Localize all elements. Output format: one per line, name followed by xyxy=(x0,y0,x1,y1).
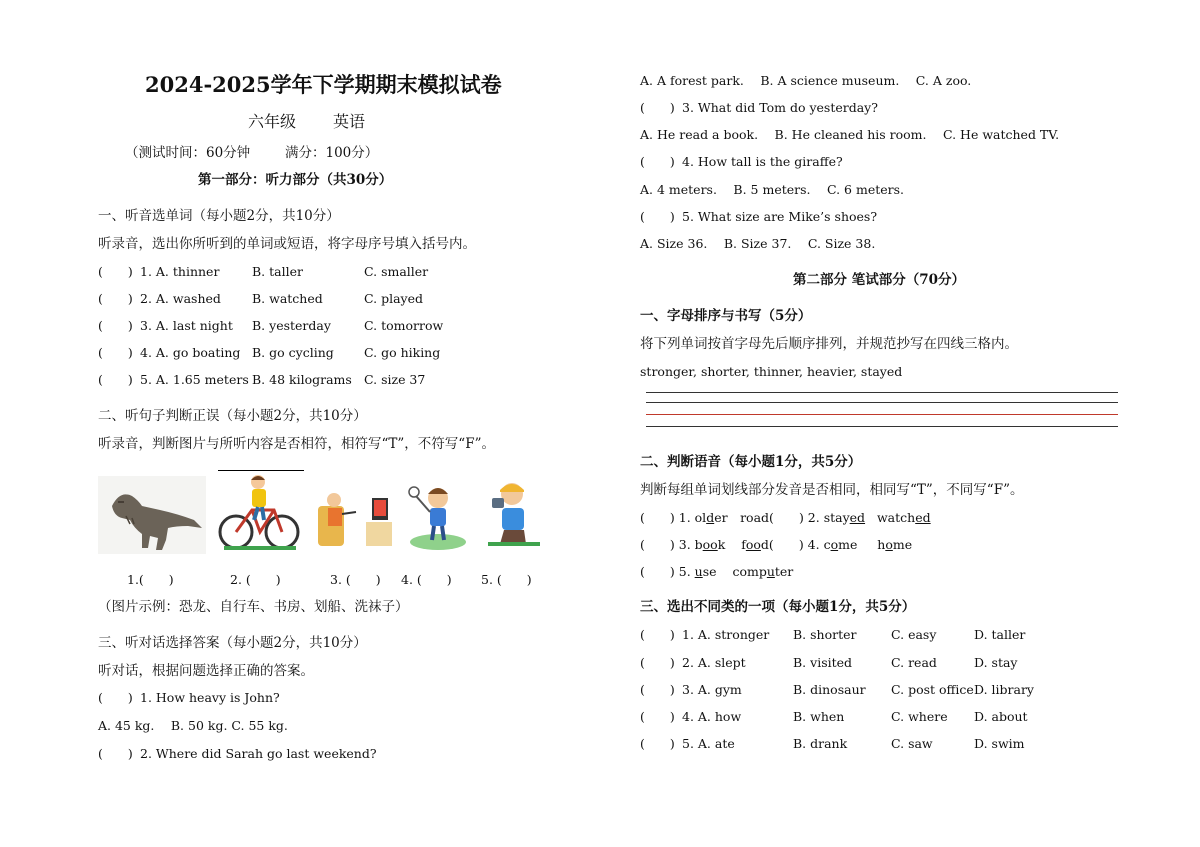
phonics-row-1: ( ) 1. older road( ) 2. stayed watched xyxy=(640,510,931,525)
list-item: B. taller xyxy=(252,264,303,279)
list-item: B. go cycling xyxy=(252,345,334,360)
picture-label-1[interactable]: 1.( ) xyxy=(127,572,174,587)
phonics-row-3: ( ) 5. use computer xyxy=(640,564,794,579)
list-item: C. played xyxy=(364,291,423,306)
question-3-options: A. He read a book. B. He cleaned his room. C. He watched TV. xyxy=(640,127,1060,142)
grade-label: 六年级 xyxy=(248,112,297,131)
list-item: D. stay xyxy=(974,655,1018,670)
underlined-part: o xyxy=(830,537,839,552)
question-2: 2. Where did Sarah go last weekend? xyxy=(140,746,377,761)
list-item: C. easy xyxy=(891,627,937,642)
list-item: B. visited xyxy=(793,655,853,670)
list-item: C. read xyxy=(891,655,937,670)
list-item: 1. A. stronger xyxy=(682,627,770,642)
question-4: 4. How tall is the giraffe? xyxy=(682,154,843,169)
list-item: C. post office xyxy=(891,682,974,697)
underlined-part: d xyxy=(706,510,715,525)
question-5: 5. What size are Mike’s shoes? xyxy=(682,209,878,224)
list-item: D. library xyxy=(974,682,1034,697)
answer-bracket[interactable]: ( ) xyxy=(640,655,675,670)
list-item: D. swim xyxy=(974,736,1025,751)
underlined-part: oo xyxy=(702,537,718,552)
part2-s1-instruction: 将下列单词按首字母先后顺序排列，并规范抄写在四线三格内。 xyxy=(640,336,1018,352)
part1-s2-heading: 二、听句子判断正误（每小题2分，共10分） xyxy=(98,408,367,424)
answer-bracket[interactable]: ( ) xyxy=(640,537,675,552)
list-item: C. saw xyxy=(891,736,933,751)
list-item: 4. A. go boating xyxy=(140,345,241,360)
answer-bracket[interactable]: ( ) xyxy=(640,736,675,751)
part1-s2-instruction: 听录音，判断图片与所听内容是否相符，相符写“T”，不符写“F”。 xyxy=(98,436,495,452)
list-item: 3. A. last night xyxy=(140,318,233,333)
list-item: B. watched xyxy=(252,291,323,306)
list-item: 2. A. washed xyxy=(140,291,221,306)
list-item: B. dinosaur xyxy=(793,682,866,697)
answer-bracket[interactable]: ( ) xyxy=(640,510,675,525)
phonics-row-2: ( ) 3. book food( ) 4. come home xyxy=(640,537,913,552)
list-item: 5. A. ate xyxy=(682,736,735,751)
washing-picture xyxy=(486,480,542,548)
underlined-part: u xyxy=(766,564,775,579)
bicycle-picture xyxy=(218,474,302,552)
list-item: 3. A. gym xyxy=(682,682,742,697)
word-list: stronger, shorter, thinner, heavier, stayed xyxy=(640,364,903,379)
list-item: B. when xyxy=(793,709,845,724)
full-score: 满分：100分） xyxy=(285,145,379,161)
study-room-picture xyxy=(318,488,392,550)
answer-bracket[interactable]: ( ) xyxy=(640,627,675,642)
answer-bracket[interactable]: ( ) xyxy=(640,682,675,697)
question-1-options: A. 45 kg. B. 50 kg. C. 55 kg. xyxy=(98,718,288,733)
answer-bracket[interactable]: ( ) xyxy=(640,209,675,224)
exam-time: （测试时间：60分钟 xyxy=(125,145,251,161)
part1-s3-heading: 三、听对话选择答案（每小题2分，共10分） xyxy=(98,635,367,651)
question-3: 3. What did Tom do yesterday? xyxy=(682,100,878,115)
underlined-part: u xyxy=(694,564,703,579)
divider-line xyxy=(218,470,304,471)
answer-bracket[interactable]: ( ) xyxy=(640,154,675,169)
answer-bracket[interactable]: ( ) xyxy=(98,746,133,761)
list-item: D. taller xyxy=(974,627,1026,642)
part1-s1-heading: 一、听音选单词（每小题2分，共10分） xyxy=(98,208,340,224)
list-item: 1. A. thinner xyxy=(140,264,220,279)
picture-label-4[interactable]: 4. ( ) xyxy=(401,572,452,587)
underlined-part: ed xyxy=(849,510,866,525)
underlined-part: oo xyxy=(745,537,761,552)
picture-label-2[interactable]: 2. ( ) xyxy=(230,572,281,587)
answer-bracket[interactable]: ( ) xyxy=(98,291,133,306)
answer-bracket[interactable]: ( ) xyxy=(98,264,133,279)
dinosaur-picture xyxy=(98,476,206,554)
list-item: 4. A. how xyxy=(682,709,742,724)
part1-s1-instruction: 听录音，选出你所听到的单词或短语，将字母序号填入括号内。 xyxy=(98,236,476,252)
list-item: 5. A. 1.65 meters xyxy=(140,372,249,387)
part2-s3-heading: 三、选出不同类的一项（每小题1分，共5分） xyxy=(640,599,916,615)
part1-s3-instruction: 听对话，根据问题选择正确的答案。 xyxy=(98,663,314,679)
list-item: B. 48 kilograms xyxy=(252,372,352,387)
answer-bracket[interactable]: ( ) xyxy=(98,318,133,333)
question-2-options: A. A forest park. B. A science museum. C. A zoo. xyxy=(640,73,972,88)
subject-label: 英语 xyxy=(333,112,366,131)
list-item: C. tomorrow xyxy=(364,318,444,333)
list-item: C. go hiking xyxy=(364,345,441,360)
boating-picture xyxy=(408,480,468,552)
picture-note: （图片示例：恐龙、自行车、书房、划船、洗袜子） xyxy=(98,599,409,615)
list-item: C. size 37 xyxy=(364,372,426,387)
part2-s2-instruction: 判断每组单词划线部分发音是否相同，相同写“T”，不同写“F”。 xyxy=(640,482,1024,498)
question-4-options: A. 4 meters. B. 5 meters. C. 6 meters. xyxy=(640,182,905,197)
answer-bracket[interactable]: ( ) xyxy=(98,690,133,705)
picture-label-5[interactable]: 5. ( ) xyxy=(481,572,532,587)
answer-bracket[interactable]: ( ) xyxy=(640,100,675,115)
underlined-part: o xyxy=(885,537,893,552)
answer-bracket[interactable]: ( ) xyxy=(640,709,675,724)
answer-bracket[interactable]: ( ) xyxy=(98,372,133,387)
list-item: C. smaller xyxy=(364,264,429,279)
part1-title: 第一部分：听力部分（共30分） xyxy=(198,172,393,188)
answer-bracket[interactable]: ( ) xyxy=(98,345,133,360)
exam-title: 2024-2025学年下学期期末模拟试卷 xyxy=(145,72,502,97)
part2-title: 第二部分 笔试部分（70分） xyxy=(793,272,965,288)
list-item: 2. A. slept xyxy=(682,655,746,670)
part2-s1-heading: 一、字母排序与书写（5分） xyxy=(640,308,812,324)
four-line-grid[interactable] xyxy=(646,392,1118,432)
list-item: B. yesterday xyxy=(252,318,331,333)
list-item: B. drank xyxy=(793,736,848,751)
picture-label-3[interactable]: 3. ( ) xyxy=(330,572,381,587)
list-item: B. shorter xyxy=(793,627,857,642)
underlined-part: ed xyxy=(915,510,931,525)
list-item: C. where xyxy=(891,709,948,724)
question-1: 1. How heavy is John? xyxy=(140,690,280,705)
question-5-options: A. Size 36. B. Size 37. C. Size 38. xyxy=(640,236,876,251)
answer-bracket[interactable]: ( ) xyxy=(640,564,675,579)
list-item: D. about xyxy=(974,709,1028,724)
part2-s2-heading: 二、判断语音（每小题1分，共5分） xyxy=(640,454,862,470)
